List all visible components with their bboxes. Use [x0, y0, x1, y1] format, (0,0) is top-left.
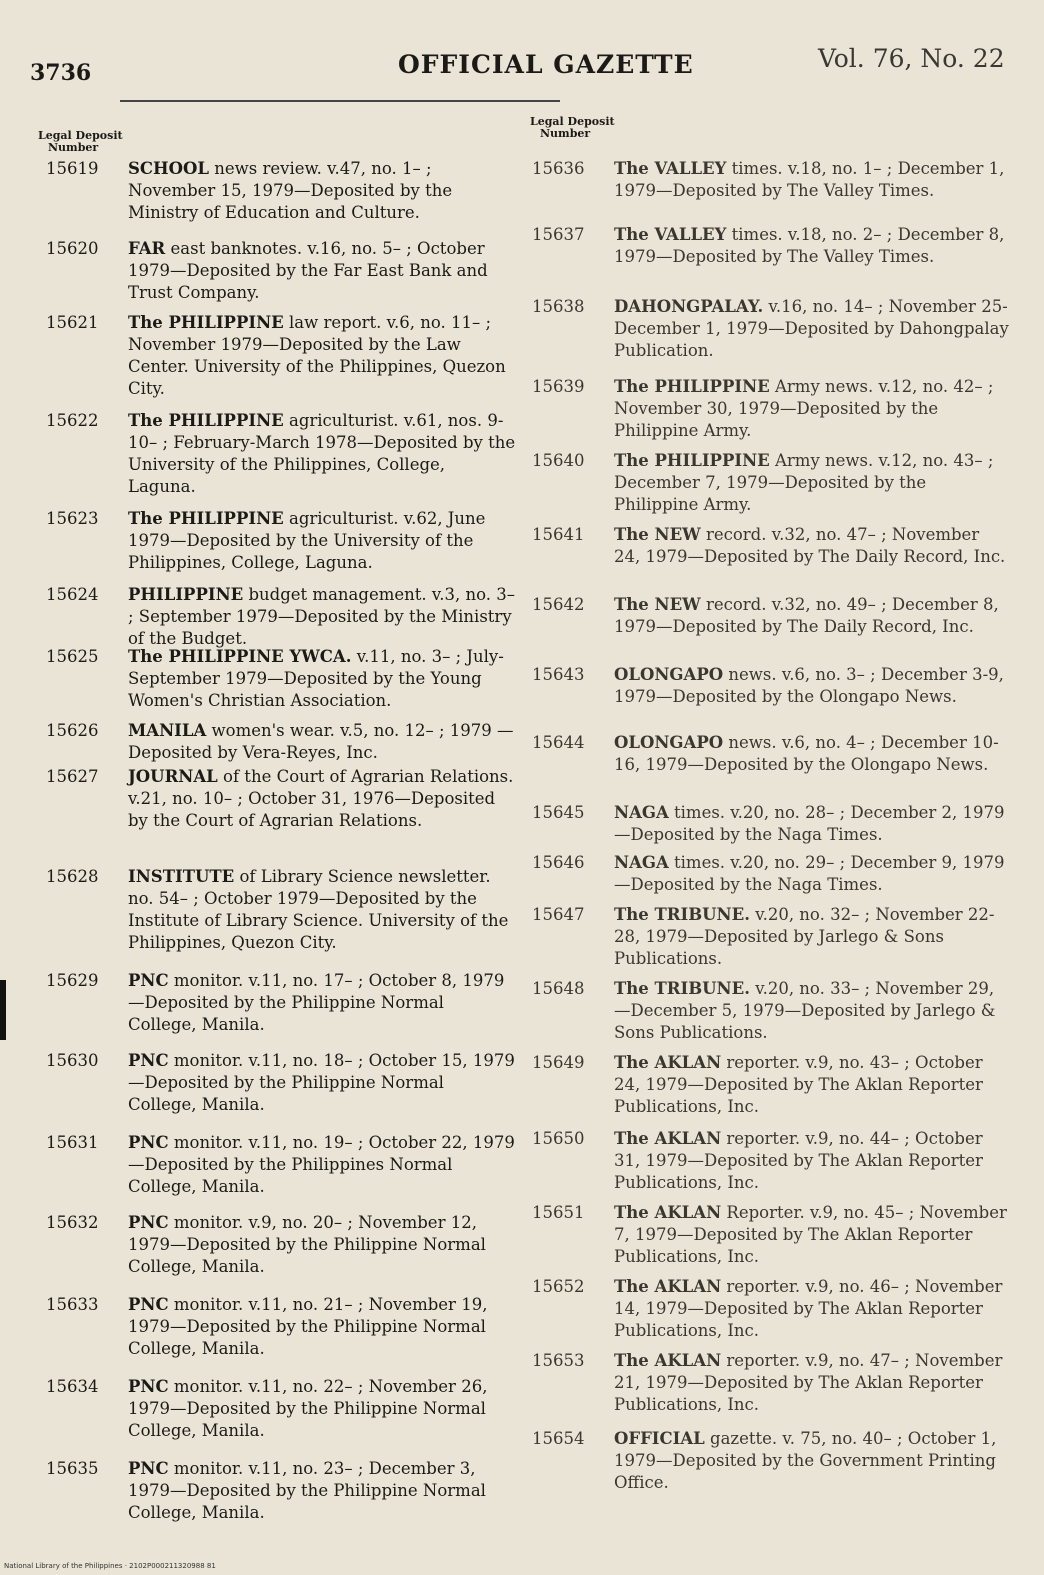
deposit-number: 15622	[46, 411, 99, 430]
deposit-number: 15652	[532, 1277, 585, 1296]
entry-details: news. v.6, no. 4– ; December 10-16, 1979—Deposited by the Olongapo News.	[614, 733, 999, 774]
publication-title: The NEW	[614, 525, 701, 544]
publication-title: The AKLAN	[614, 1053, 722, 1072]
deposit-number: 15631	[46, 1133, 99, 1152]
deposit-entry	[532, 1202, 1010, 1268]
entry-details: record. v.32, no. 49– ; December 8, 1979—Deposited by The Daily Record, Inc.	[614, 595, 999, 636]
right-column-header	[530, 116, 615, 140]
entry-details: times. v.18, no. 1– ; December 1, 1979—Deposited by The Valley Times.	[614, 159, 1005, 200]
publication-title: PHILIPPINE	[128, 585, 244, 604]
entry-details: news. v.6, no. 3– ; December 3-9, 1979—Deposited by the Olongapo News.	[614, 665, 1004, 706]
deposit-entry	[532, 1128, 1010, 1194]
entry-details: monitor. v.11, no. 19– ; October 22, 1979—Deposited by the Philippines Normal College, Manila.	[128, 1133, 515, 1196]
deposit-entry	[46, 508, 516, 574]
deposit-entry	[46, 1212, 516, 1278]
entry-details: reporter. v.9, no. 44– ; October 31, 1979—Deposited by The Aklan Reporter Publications, Inc.	[614, 1129, 983, 1192]
entry-details: Reporter. v.9, no. 45– ; November 7, 1979—Deposited by The Aklan Reporter Publications, Inc.	[614, 1203, 1007, 1266]
publication-title: PNC	[128, 1213, 169, 1232]
deposit-number: 15632	[46, 1213, 99, 1232]
entry-details: v.20, no. 33– ; November 29,—December 5, 1979—Deposited by Jarlego & Sons Publications.	[614, 979, 996, 1042]
entry-details: record. v.32, no. 47– ; November 24, 1979—Deposited by The Daily Record, Inc.	[614, 525, 1006, 566]
column-header-line2: Number	[540, 127, 591, 140]
publication-title: The AKLAN	[614, 1203, 722, 1222]
deposit-number: 15647	[532, 905, 585, 924]
deposit-entry	[46, 238, 516, 304]
publication-title: OLONGAPO	[614, 733, 724, 752]
publication-title: The VALLEY	[614, 225, 727, 244]
deposit-number: 15648	[532, 979, 585, 998]
deposit-entry	[46, 312, 516, 400]
entry-details: of the Court of Agrarian Relations. v.21, no. 10– ; October 31, 1976—Deposited by the Court of Agrarian Relations.	[128, 767, 514, 830]
publication-title: The PHILIPPINE	[128, 411, 284, 430]
deposit-entry	[46, 1376, 516, 1442]
deposit-entry	[532, 594, 1010, 638]
publication-title: DAHONGPALAY.	[614, 297, 764, 316]
deposit-number: 15624	[46, 585, 99, 604]
publication-title: OFFICIAL	[614, 1429, 705, 1448]
entry-details: law report. v.6, no. 11– ; November 1979—Deposited by the Law Center. University of the Philippines, Quezon City.	[128, 313, 506, 398]
publication-title: JOURNAL	[128, 767, 218, 786]
publication-title: The PHILIPPINE	[614, 377, 770, 396]
deposit-entry	[46, 720, 516, 764]
deposit-entry	[532, 852, 1010, 896]
entry-details: monitor. v.11, no. 17– ; October 8, 1979—Deposited by the Philippine Normal College, Manila.	[128, 971, 505, 1034]
deposit-entry	[532, 158, 1010, 202]
deposit-number: 15625	[46, 647, 99, 666]
deposit-entry	[46, 158, 516, 224]
entry-details: v.11, no. 3– ; July-September 1979—Deposited by the Young Women's Christian Association.	[128, 647, 504, 710]
deposit-number: 15646	[532, 853, 585, 872]
publication-title: The PHILIPPINE	[614, 451, 770, 470]
deposit-number: 15627	[46, 767, 99, 786]
deposit-entry	[46, 1050, 516, 1116]
publication-title: OLONGAPO	[614, 665, 724, 684]
column-header-line1: Legal Deposit	[38, 129, 123, 142]
deposit-entry	[532, 1428, 1010, 1494]
publication-title: PNC	[128, 971, 169, 990]
publication-title: The PHILIPPINE	[128, 313, 284, 332]
deposit-entry	[46, 866, 516, 954]
deposit-entry	[46, 646, 516, 712]
publication-title: The AKLAN	[614, 1277, 722, 1296]
deposit-number: 15635	[46, 1459, 99, 1478]
publication-title: The NEW	[614, 595, 701, 614]
entry-details: times. v.20, no. 29– ; December 9, 1979—Deposited by the Naga Times.	[614, 853, 1005, 894]
entry-details: east banknotes. v.16, no. 5– ; October 1979—Deposited by the Far East Bank and Trust Company.	[128, 239, 488, 302]
deposit-entry	[532, 978, 1010, 1044]
publication-title: INSTITUTE	[128, 867, 235, 886]
scan-edge-mark	[0, 980, 6, 1040]
deposit-number: 15639	[532, 377, 585, 396]
deposit-number: 15626	[46, 721, 99, 740]
publication-title: PNC	[128, 1377, 169, 1396]
deposit-entry	[46, 766, 516, 832]
deposit-entry	[46, 1458, 516, 1524]
scan-footer: National Library of the Philippines · 2102P000211320988 81	[4, 1562, 216, 1570]
entry-details: budget management. v.3, no. 3– ; September 1979—Deposited by the Ministry of the Budget.	[128, 585, 515, 648]
deposit-entry	[532, 224, 1010, 268]
entry-details: reporter. v.9, no. 46– ; November 14, 1979—Deposited by The Aklan Reporter Publications, Inc.	[614, 1277, 1003, 1340]
deposit-number: 15640	[532, 451, 585, 470]
publication-title: The AKLAN	[614, 1129, 722, 1148]
deposit-entry	[532, 376, 1010, 442]
deposit-entry	[532, 904, 1010, 970]
deposit-number: 15654	[532, 1429, 585, 1448]
deposit-entry	[46, 410, 516, 498]
publication-title: PNC	[128, 1051, 169, 1070]
entry-details: agriculturist. v.62, June 1979—Deposited by the University of the Philippines, College, Laguna.	[128, 509, 486, 572]
publication-title: MANILA	[128, 721, 207, 740]
deposit-number: 15643	[532, 665, 585, 684]
deposit-number: 15629	[46, 971, 99, 990]
entry-details: reporter. v.9, no. 47– ; November 21, 1979—Deposited by The Aklan Reporter Publications, Inc.	[614, 1351, 1003, 1414]
deposit-number: 15634	[46, 1377, 99, 1396]
deposit-entry	[532, 296, 1010, 362]
entry-details: times. v.20, no. 28– ; December 2, 1979—Deposited by the Naga Times.	[614, 803, 1005, 844]
publication-title: FAR	[128, 239, 166, 258]
page-number: 3736	[30, 60, 92, 86]
entry-details: monitor. v.11, no. 18– ; October 15, 1979—Deposited by the Philippine Normal College, Manila.	[128, 1051, 515, 1114]
entry-details: Army news. v.12, no. 42– ; November 30, 1979—Deposited by the Philippine Army.	[614, 377, 994, 440]
publication-title: PNC	[128, 1295, 169, 1314]
deposit-entry	[532, 1276, 1010, 1342]
deposit-entry	[46, 1294, 516, 1360]
deposit-number: 15649	[532, 1053, 585, 1072]
entry-details: monitor. v.11, no. 21– ; November 19, 1979—Deposited by the Philippine Normal College, Manila.	[128, 1295, 488, 1358]
deposit-entry	[532, 1052, 1010, 1118]
deposit-number: 15638	[532, 297, 585, 316]
publication-title: PNC	[128, 1133, 169, 1152]
deposit-number: 15620	[46, 239, 99, 258]
publication-title: The VALLEY	[614, 159, 727, 178]
deposit-number: 15636	[532, 159, 585, 178]
publication-title: NAGA	[614, 803, 669, 822]
deposit-entry	[46, 970, 516, 1036]
header-rule	[120, 100, 560, 102]
entry-details: monitor. v.11, no. 23– ; December 3, 1979—Deposited by the Philippine Normal College, Manila.	[128, 1459, 486, 1522]
publication-title: The TRIBUNE.	[614, 979, 750, 998]
deposit-entry	[532, 732, 1010, 776]
deposit-number: 15628	[46, 867, 99, 886]
entry-details: v.16, no. 14– ; November 25-December 1, 1979—Deposited by Dahongpalay Publication.	[614, 297, 1009, 360]
entry-details: women's wear. v.5, no. 12– ; 1979 —Deposited by Vera-Reyes, Inc.	[128, 721, 514, 762]
deposit-number: 15641	[532, 525, 585, 544]
entry-details: Army news. v.12, no. 43– ; December 7, 1979—Deposited by the Philippine Army.	[614, 451, 994, 514]
deposit-number: 15650	[532, 1129, 585, 1148]
publication-title: The PHILIPPINE	[128, 509, 284, 528]
entry-details: times. v.18, no. 2– ; December 8, 1979—Deposited by The Valley Times.	[614, 225, 1005, 266]
entry-details: gazette. v. 75, no. 40– ; October 1, 1979—Deposited by the Government Printing Office.	[614, 1429, 997, 1492]
entry-details: monitor. v.11, no. 22– ; November 26, 1979—Deposited by the Philippine Normal College, Manila.	[128, 1377, 488, 1440]
entry-details: reporter. v.9, no. 43– ; October 24, 1979—Deposited by The Aklan Reporter Publications, Inc.	[614, 1053, 983, 1116]
entry-details: agriculturist. v.61, nos. 9-10– ; February-March 1978—Deposited by the University of the Philippines, College, Laguna.	[128, 411, 516, 496]
entry-details: news review. v.47, no. 1– ; November 15, 1979—Deposited by the Ministry of Education and Culture.	[128, 159, 453, 222]
column-header-line1: Legal Deposit	[530, 115, 615, 128]
deposit-entry	[46, 584, 516, 650]
page-title: OFFICIAL GAZETTE	[398, 50, 694, 79]
deposit-number: 15619	[46, 159, 99, 178]
entry-details: v.20, no. 32– ; November 22-28, 1979—Deposited by Jarlego & Sons Publications.	[614, 905, 995, 968]
deposit-number: 15637	[532, 225, 585, 244]
column-header-line2: Number	[48, 141, 99, 154]
deposit-entry	[532, 1350, 1010, 1416]
deposit-number: 15623	[46, 509, 99, 528]
left-column-header	[38, 130, 123, 154]
publication-title: NAGA	[614, 853, 669, 872]
publication-title: PNC	[128, 1459, 169, 1478]
deposit-number: 15633	[46, 1295, 99, 1314]
entry-details: of Library Science newsletter. no. 54– ; October 1979—Deposited by the Institute of Library Science. University of the Philippines, Quezon City.	[128, 867, 509, 952]
deposit-number: 15621	[46, 313, 99, 332]
deposit-number: 15630	[46, 1051, 99, 1070]
deposit-entry	[532, 802, 1010, 846]
deposit-number: 15645	[532, 803, 585, 822]
volume-number: Vol. 76, No. 22	[818, 44, 1005, 73]
deposit-entry	[46, 1132, 516, 1198]
deposit-number: 15642	[532, 595, 585, 614]
deposit-entry	[532, 450, 1010, 516]
deposit-number: 15644	[532, 733, 585, 752]
publication-title: The PHILIPPINE YWCA.	[128, 647, 352, 666]
deposit-entry	[532, 664, 1010, 708]
deposit-number: 15651	[532, 1203, 585, 1222]
deposit-number: 15653	[532, 1351, 585, 1370]
publication-title: SCHOOL	[128, 159, 209, 178]
entry-details: monitor. v.9, no. 20– ; November 12, 1979—Deposited by the Philippine Normal College, Manila.	[128, 1213, 486, 1276]
publication-title: The AKLAN	[614, 1351, 722, 1370]
deposit-entry	[532, 524, 1010, 568]
publication-title: The TRIBUNE.	[614, 905, 750, 924]
